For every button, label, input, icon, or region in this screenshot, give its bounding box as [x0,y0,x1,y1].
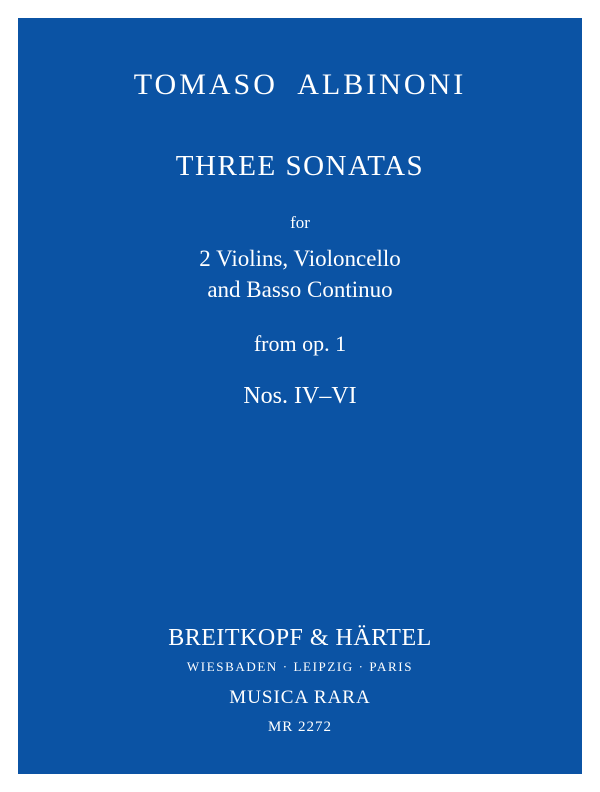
imprint-block [18,625,582,736]
publisher-name: BREITKOPF & HÄRTEL [168,625,432,651]
work-title: THREE SONATAS [175,150,425,182]
publisher-cities: WIESBADEN · LEIPZIG · PARIS [186,659,414,674]
plate-number: MR 2272 [267,719,333,735]
scoring-line-1: 2 Violins, Violoncello [199,246,401,271]
series-name: MUSICA RARA [229,687,371,708]
opus-number: from op. 1 [253,331,347,357]
scoring-block [199,243,400,305]
composer-name: TOMASO ALBINONI [133,68,467,101]
cover-panel [18,18,582,774]
sonata-numbers: Nos. IV–VI [243,383,357,410]
for-label: for [290,213,310,232]
scoring-line-2: and Basso Continuo [207,277,393,303]
